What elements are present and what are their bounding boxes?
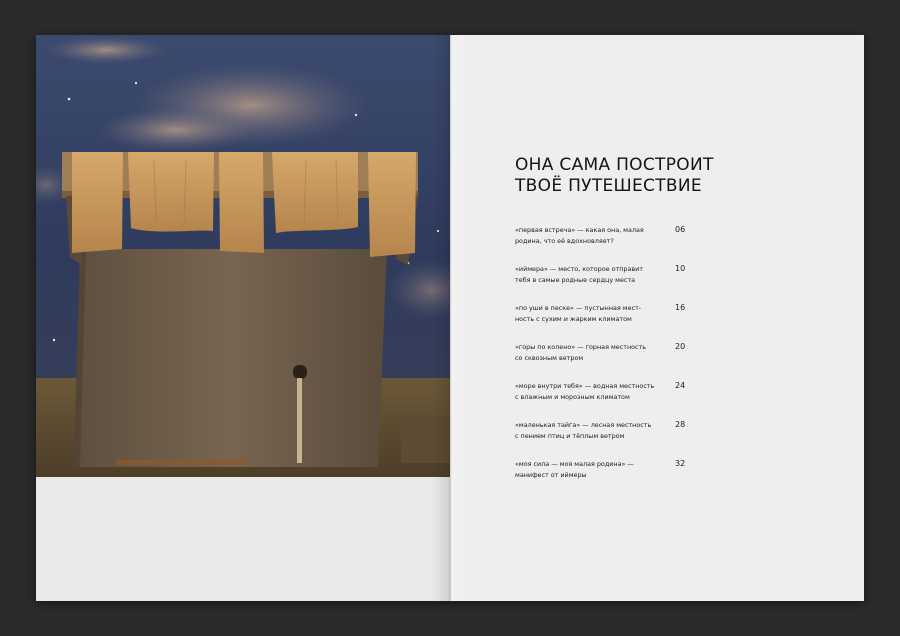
toc-entry-line: с пением птиц и тёплым ветром [515, 431, 625, 440]
toc-page-number: 32 [675, 459, 686, 468]
toc-entry-line: ность с сухим и жарким климатом [515, 314, 632, 323]
contents-title-line: ОНА САМА ПОСТРОИТ [515, 155, 714, 175]
tower-photo [36, 35, 450, 477]
contents-title [515, 155, 714, 197]
toc-entry-line: «море внутри тебя» — водная местность [515, 382, 655, 390]
toc-entry-line: «иймера» — место, которое отправит [515, 265, 644, 273]
right-page [450, 35, 864, 601]
toc-entry-line: родина, что её вдохновляет? [515, 236, 614, 245]
toc-entry-text [515, 420, 665, 441]
toc-entry-line: со сквозным ветром [515, 353, 584, 362]
toc-entry-line: с влажным и морозным климатом [515, 392, 630, 401]
toc-entry-text [515, 225, 665, 246]
toc-page-number: 16 [675, 303, 686, 312]
toc-entry-text [515, 303, 665, 324]
toc-entry-line: манифест от иймеры [515, 470, 587, 479]
toc-page-number: 10 [675, 264, 686, 273]
toc-page-number: 28 [675, 420, 686, 429]
toc-entry-text [515, 381, 665, 402]
left-page [36, 35, 450, 601]
magazine-spread [36, 35, 864, 601]
toc-page-number: 20 [675, 342, 686, 351]
toc-entry-line: «первая встреча» — какая она, малая [515, 226, 644, 234]
toc-page-number: 24 [675, 381, 686, 390]
toc-entry-line: «маленькая тайга» — лесная местность [515, 421, 652, 429]
toc-entry-line: «моя сила — моя малая родина» — [515, 460, 634, 468]
toc-entry-text [515, 342, 665, 363]
toc-entry-text [515, 264, 665, 285]
toc-entry-text [515, 459, 665, 480]
toc-page-number: 06 [675, 225, 686, 234]
contents-title-line: ТВОЁ ПУТЕШЕСТВИЕ [515, 176, 702, 196]
toc-entry-line: тебя в самые родные сердцу места [515, 275, 636, 284]
toc-entry-line: «горы по колено» — горная местность [515, 343, 647, 351]
toc-entry-line: «по уши в песке» — пустынная мест- [515, 304, 642, 312]
